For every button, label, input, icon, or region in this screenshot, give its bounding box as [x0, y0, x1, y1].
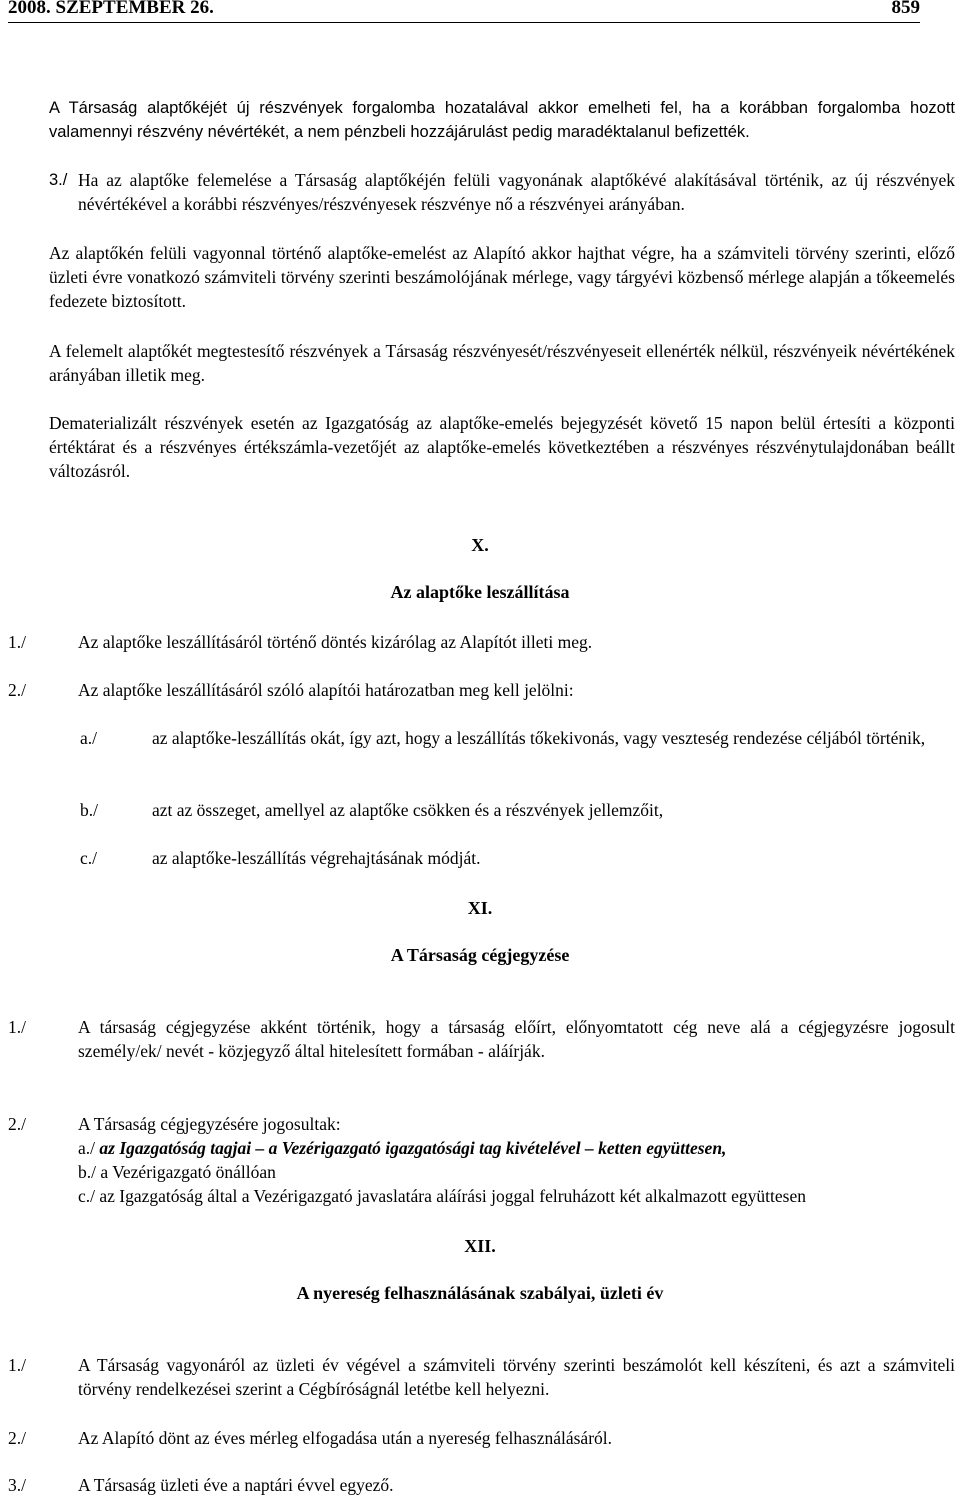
item-number: 2./	[8, 1114, 26, 1134]
section-x-title: Az alaptőke leszállítása	[390, 582, 570, 602]
paragraph-5: A felemelt alaptőkét megtestesítő részvények a Társaság részvényesét/részvényeseit ellenérték nélkül, részvényeik névértékének arányában illetik meg.	[49, 341, 955, 385]
sub-item-text: az alaptőke-leszállítás okát, így azt, hogy a leszállítás tőkekivonás, vagy veszteség rendezése céljából történik,	[152, 728, 926, 748]
section-xii-item-3: A Társaság üzleti éve a naptári évvel egyező.	[78, 1475, 394, 1495]
section-xii-item-2: Az Alapító dönt az éves mérleg elfogadása után a nyereség felhasználásáról.	[78, 1428, 613, 1448]
header-rule	[8, 22, 920, 23]
section-x-item-1: Az alaptőke leszállításáról történő döntés kizárólag az Alapítót illeti meg.	[78, 632, 593, 652]
section-xi-number: XI.	[467, 898, 493, 918]
paragraph-4: Az alaptőkén felüli vagyonnal történő alaptőke-emelést az Alapító akkor hajthat végre, ha a számviteli törvény szerinti, előző üzleti évre vonatkozó számviteli törvény szerinti beszámolójának mérlege, vagy tárgyévi közbenső mérlege alapján a tőkeemelés fedezete biztosított.	[49, 243, 955, 311]
signatory-a-text: az Igazgatóság tagjai – a Vezérigazgató igazgatósági tag kivételével – ketten együttesen,	[95, 1138, 727, 1158]
signatory-a-label: a./	[78, 1138, 96, 1158]
item-number: 1./	[8, 1017, 26, 1037]
section-xi-title: A Társaság cégjegyzése	[390, 945, 570, 965]
section-x-item-2: Az alaptőke leszállításáról szóló alapítói határozatban meg kell jelölni:	[78, 680, 574, 700]
section-xii-number: XII.	[464, 1236, 496, 1256]
item-number: 3./	[49, 171, 68, 189]
section-x-number: X.	[471, 535, 489, 555]
paragraph-6: Dematerializált részvények esetén az Igazgatóság az alaptőke-emelés bejegyzését követő 15 napon belül értesíti a központi értéktárat és a részvényes értékszámla-vezetőjét az alaptőke-emelés következtében a részvényes részvénytulajdonában beállt változásról.	[49, 413, 955, 481]
header-date: 2008. SZEPTEMBER 26.	[8, 0, 214, 18]
sub-item-text: az alaptőke-leszállítás végrehajtásának módját.	[152, 848, 481, 868]
page-number: 859	[891, 0, 920, 18]
signatory-c: c./ az Igazgatóság által a Vezérigazgató javaslatára aláírási joggal felruházott két alkalmazott együttesen	[78, 1186, 807, 1206]
section-xi-item-2-intro: A Társaság cégjegyzésére jogosultak:	[78, 1114, 341, 1134]
section-xii-item-1: A Társaság vagyonáról az üzleti év végével a számviteli törvény szerinti beszámolót kell készíteni, és azt a számviteli törvény rendelkezései szerint a Cégbíróságnál letétbe kell helyezni.	[78, 1355, 955, 1399]
signatory-b: b./ a Vezérigazgató önállóan	[78, 1162, 276, 1182]
item-number: 1./	[8, 1355, 26, 1375]
item-number: 1./	[8, 632, 26, 652]
paragraph-capital-increase: A Társaság alaptőkéjét új részvények forgalomba hozatalával akkor emelheti fel, ha a korábban forgalomba hozott valamennyi részvény névértékét, a nem pénzbeli hozzájárulást pedig maradéktalanul befizették.	[49, 99, 955, 141]
sub-item-label: a./	[80, 728, 98, 748]
signatory-a	[78, 1136, 726, 1160]
page-header	[0, 0, 920, 22]
section-xii-title: A nyereség felhasználásának szabályai, üzleti év	[296, 1283, 664, 1303]
sub-item-label: c./	[80, 848, 98, 868]
sub-item-text: azt az összeget, amellyel az alaptőke csökken és a részvények jellemzőit,	[152, 800, 664, 820]
item-number: 2./	[8, 680, 26, 700]
paragraph-3: Ha az alaptőke felemelése a Társaság alaptőkéjén felüli vagyonának alaptőkévé alakításával történik, az új részvények névértékével a korábbi részvényes/részvényesek részvénye nő a részvényei arányában.	[78, 170, 955, 214]
item-number: 2./	[8, 1428, 26, 1448]
sub-item-label: b./	[80, 800, 98, 820]
item-number: 3./	[8, 1475, 26, 1495]
section-xi-item-1: A társaság cégjegyzése akként történik, hogy a társaság előírt, előnyomtatott cég neve alá a cégjegyzésre jogosult személy/ek/ nevét - közjegyző által hitelesített formában - aláírják.	[78, 1017, 955, 1061]
